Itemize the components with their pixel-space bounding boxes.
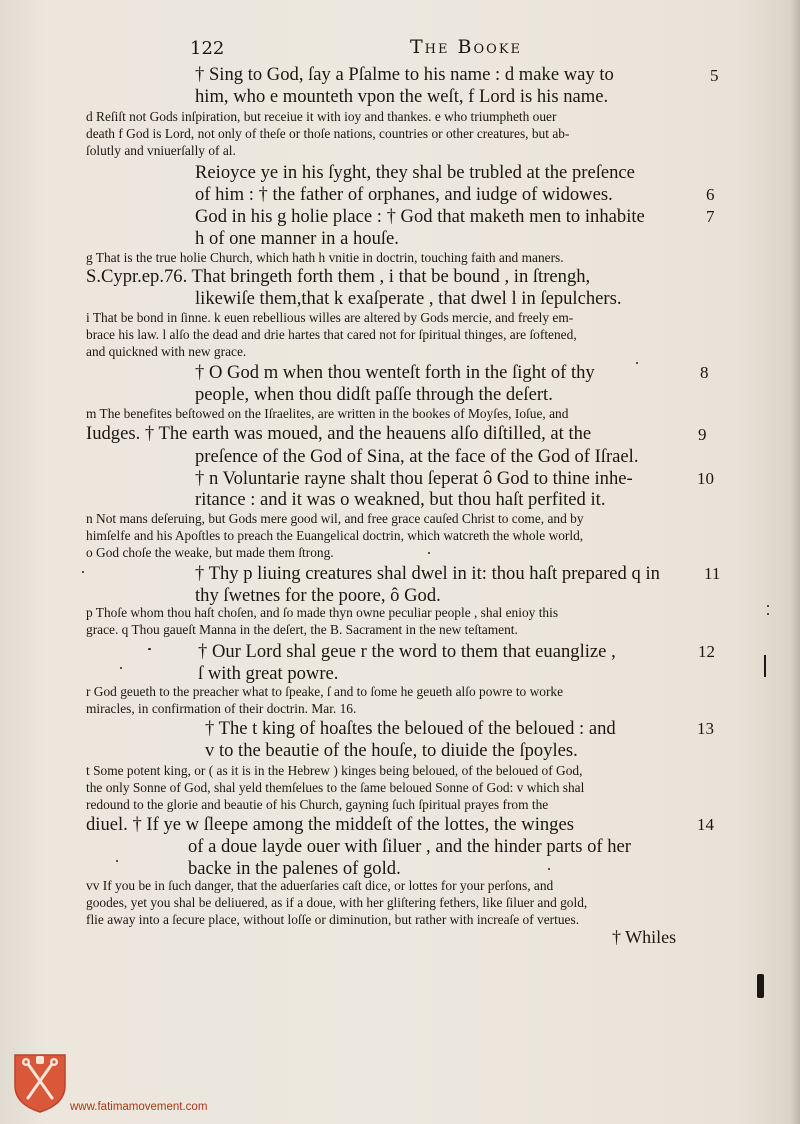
annotation-line: vv If you be in ſuch danger, that the aduerſaries caſt dice, or lottes for your perſons, and [86,878,554,893]
ink-mark [764,655,766,677]
verse-line: Reioyce ye in his ſyght, they shal be trubled at the preſence [195,162,635,183]
annotation-line: o God choſe the weake, but made them ſtrong. [86,545,334,560]
verse-line: † Sing to God, ſay a Pſalme to his name : d make way to [195,64,614,85]
verse-line: † O God m when thou wenteſt forth in the ſight of thy [195,362,595,383]
verse-line: v to the beautie of the houſe, to diuide the ſpoyles. [205,740,578,761]
page-number: 122 [190,38,225,59]
ink-speck [636,362,638,364]
ink-speck [116,860,118,862]
papal-emblem-icon [12,1052,68,1114]
verse-line: † Our Lord shal geue r the word to them that euanglize , [198,641,616,662]
verse-line: h of one manner in a houſe. [195,228,399,249]
page-header [190,36,580,62]
annotation-line: the only Sonne of God, shal yeld themſelues to the ſame beloued Sonne of God: v which shal [86,780,585,795]
verse-number: 14 [697,815,714,834]
verse-line: of a doue layde ouer with ſiluer , and the hinder parts of her [188,836,631,857]
ink-speck [148,648,151,650]
verse-number: 8 [700,363,709,382]
annotation-line: himſelfe and his Apoſtles to preach the Euangelical doctrin, which watcreth the whole world, [86,528,584,543]
verse-line: thy ſwetnes for the poore, ô God. [195,585,441,606]
verse-line: him, who e mounteth vpon the weſt, f Lord is his name. [195,86,609,107]
annotation-line: m The benefites beſtowed on the Iſraelites, are written in the bookes of Moyſes, Ioſue, and [86,406,569,421]
verse-line: God in his g holie place : † God that maketh men to inhabite [195,206,645,227]
verse-line: of him : † the father of orphanes, and iudge of widowes. [195,184,613,205]
verse-number: 11 [704,564,721,583]
verse-line: preſence of the God of Sina, at the face of the God of Iſrael. [195,446,639,467]
ink-speck [767,613,769,615]
annotation-line: brace his law. l alſo the dead and drie hartes that cared not for ſpiritual thinges, are ſoftened, [86,327,577,342]
verse-number: 12 [698,642,715,661]
verse-number: 6 [706,185,715,204]
annotation-line: ſolutly and vniuerſally of al. [86,143,236,158]
annotation-line: p Thoſe whom thou haſt choſen, and ſo made thyn owne peculiar people , shal enioy this [86,605,559,620]
ink-speck [428,552,430,554]
verse-number: 5 [710,66,719,85]
annotation-line: n Not mans deſeruing, but Gods mere good wil, and free grace cauſed Christ to come, and by [86,511,584,526]
verse-line: backe in the palenes of gold. [188,858,401,879]
annotation-line: d Reſiſt not Gods inſpiration, but receiue it with ioy and thankes. e who triumpheth ouer [86,109,557,124]
verse-number: 10 [697,469,714,488]
verse-line: diuel. † If ye w ſleepe among the middeſt of the lottes, the winges [86,814,574,835]
catchword: † Whiles [612,927,677,947]
verse-line: S.Cypr.ep.76. That bringeth forth them , i that be bound , in ſtrengh, [86,266,591,287]
verse-line: † Thy p liuing creatures shal dwel in it: thou haſt prepared q in [195,563,660,584]
verse-line: people, when thou didſt paſſe through the deſert. [195,384,553,405]
verse-number: 7 [706,207,715,226]
annotation-line: r God geueth to the preacher what to ſpeake, ſ and to ſome he geueth alſo powre to worke [86,684,564,699]
annotation-line: t Some potent king, or ( as it is in the Hebrew ) kinges being beloued, of the beloued of God, [86,763,583,778]
verse-number: 9 [698,425,707,444]
annotation-line: miracles, in confirmation of their doctrin. Mar. 16. [86,701,357,716]
annotation-line: redound to the glorie and beautie of his Church, gayning ſuch ſpiritual prayes from the [86,797,549,812]
verse-number: 13 [697,719,714,738]
verse-line: likewiſe them,that k exaſperate , that dwel l in ſepulchers. [195,288,622,309]
running-title: The Booke [410,36,523,58]
annotation-line: and quickned with new grace. [86,344,247,359]
annotation-line: death f God is Lord, not only of theſe or thoſe nations, countries or other creatures, but ab- [86,126,570,141]
footer-url[interactable]: www.fatimamovement.com [70,1101,208,1113]
page-edge-shadow [790,0,800,1124]
verse-line: ſ with great powre. [198,663,339,684]
ink-speck [82,571,84,573]
ink-speck [120,667,122,669]
ink-blot [757,974,764,998]
annotation-line: g That is the true holie Church, which hath h vnitie in doctrin, touching faith and maners. [86,250,564,265]
annotation-line: goodes, yet you shal be deliuered, as if a doue, with her gliſtering fethers, like ſiluer and gold, [86,895,588,910]
annotation-line: grace. q Thou gaueſt Manna in the deſert, the B. Sacrament in the new teſtament. [86,622,518,637]
verse-line: Iudges. † The earth was moued, and the heauens alſo diſtilled, at the [86,423,592,444]
ink-speck [767,605,769,607]
annotation-line: flie away into a ſecure place, without loſſe or diminution, but rather with increaſe of vertues. [86,912,580,927]
annotation-line: i That be bond in ſinne. k euen rebellious willes are altered by Gods mercie, and freely em- [86,310,574,325]
ink-speck [548,868,550,870]
verse-line: ritance : and it was o weakned, but thou haſt perfited it. [195,489,606,510]
verse-line: † The t king of hoaſtes the beloued of the beloued : and [205,718,616,739]
verse-line: † n Voluntarie rayne shalt thou ſeperat ô God to thine inhe- [195,468,633,489]
